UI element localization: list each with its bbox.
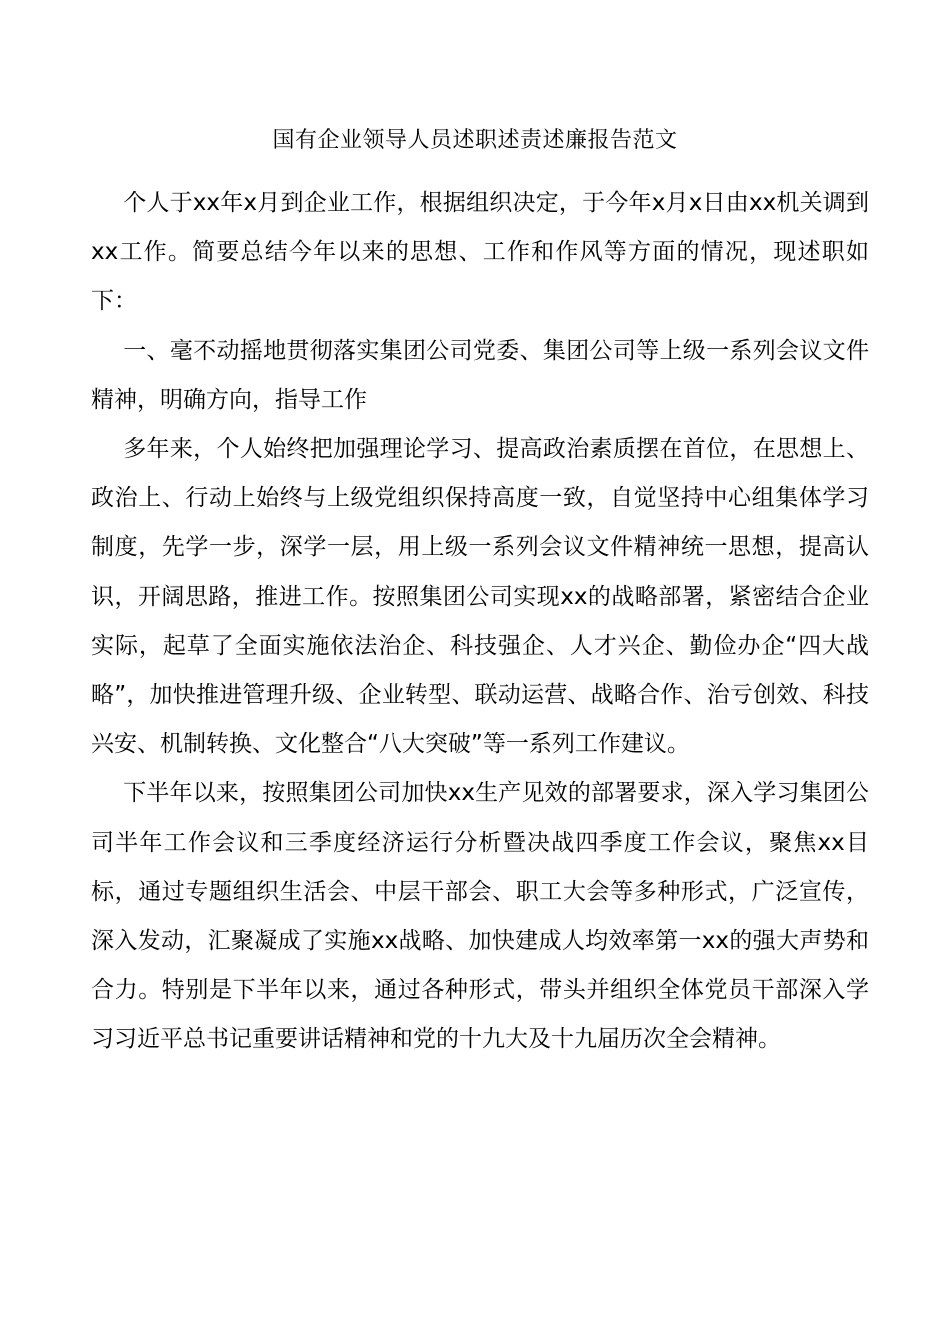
document-title: 国有企业领导人员述职述责述廉报告范文 [272,128,678,153]
paragraph-theory-study: 多年来，个人始终把加强理论学习、提高政治素质摆在首位，在思想上、政治上、行动上始终与上级党组织保持高度一致，自觉坚持中心组集体学习制度，先学一步，深学一层，用上级一系列会议文件精神统一思想，提高认识，开阔思路，推进工作。按照集团公司实现xx的战略部署，紧密结合企业实际，起草了全面实施依法治企、科技强企、人才兴企、勤俭办企“四大战略”，加快推进管理升级、企业转型、联动运营、战略合作、治亏创效、科技兴安、机制转换、文化整合“八大突破”等一系列工作建议。 [91,436,869,758]
paragraph-second-half: 下半年以来，按照集团公司加快xx生产见效的部署要求，深入学习集团公司半年工作会议和三季度经济运行分析暨决战四季度工作会议，聚焦xx目标，通过专题组织生活会、中层干部会、职工大会等多种形式，广泛宣传，深入发动，汇聚凝成了实施xx战略、加快建成人均效率第一xx的强大声势和合力。特别是下半年以来，通过各种形式，带头并组织全体党员干部深入学习习近平总书记重要讲话精神和党的十九大及十九届历次全会精神。 [91,780,869,1053]
paragraph-section-heading: 一、毫不动摇地贯彻落实集团公司党委、集团公司等上级一系列会议文件精神，明确方向，指导工作 [91,337,869,413]
document-body [91,179,869,1065]
paragraph-intro: 个人于xx年x月到企业工作，根据组织决定，于今年x月x日由xx机关调到xx工作。简要总结今年以来的思想、工作和作风等方面的情况，现述职如下： [91,190,869,315]
